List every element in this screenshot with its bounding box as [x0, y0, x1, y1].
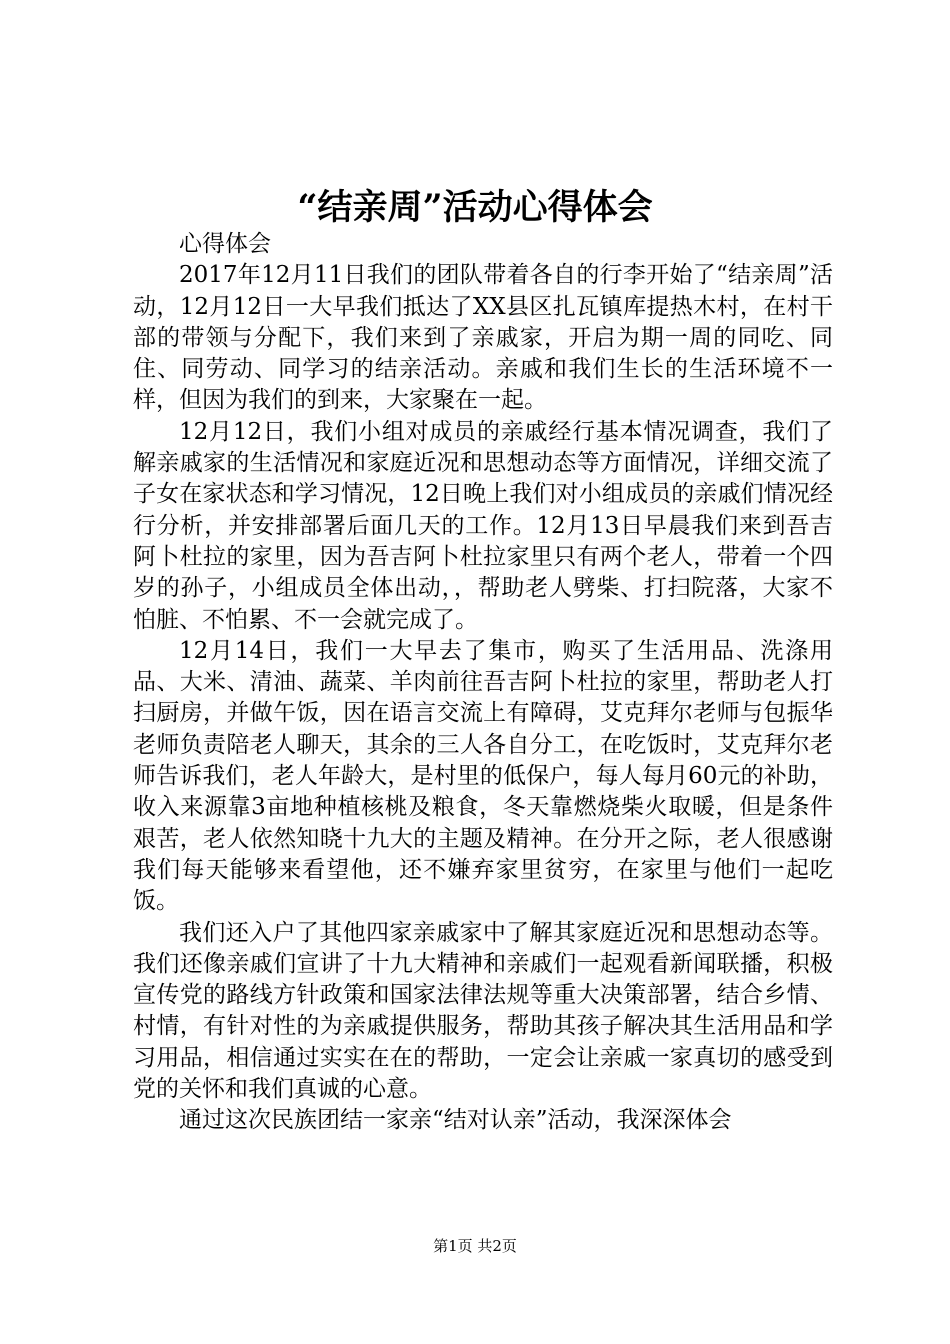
paragraph-5: 通过这次民族团结一家亲“结对认亲”活动，我深深体会	[179, 1107, 732, 1134]
document-body	[133, 229, 833, 1137]
paragraph-2: 12月12日，我们小组对成员的亲戚经行基本情况调查，我们了解亲戚家的生活情况和家庭近况和思想动态等方面情况，详细交流了子女在家状态和学习情况，12日晚上我们对小组成员的亲戚们情况经行分析，并安排部署后面几天的工作。12月13日早晨我们来到吾吉阿卜杜拉的家里，因为吾吉阿卜杜拉家里只有两个老人，带着一个四岁的孙子，小组成员全体出动，，帮助老人劈柴、打扫院落，大家不怕脏、不怕累、不一会就完成了。	[133, 418, 833, 633]
paragraph-4: 我们还入户了其他四家亲戚家中了解其家庭近况和思想动态等。我们还像亲戚们宣讲了十九大精神和亲戚们一起观看新闻联播，积极宣传党的路线方针政策和国家法律法规等重大决策部署，结合乡情、村情，有针对性的为亲戚提供服务，帮助其孩子解决其生活用品和学习用品，相信通过实实在在的帮助，一定会让亲戚一家真切的感受到党的关怀和我们真诚的心意。	[133, 919, 833, 1103]
page-footer: 第1页 共2页	[433, 1237, 517, 1255]
paragraph-heading: 心得体会	[179, 231, 271, 257]
paragraph-3: 12月14日，我们一大早去了集市，购买了生活用品、洗涤用品、大米、清油、蔬菜、羊肉前往吾吉阿卜杜拉的家里，帮助老人打扫厨房，并做午饭，因在语言交流上有障碍，艾克拜尔老师与包振华老师负责陪老人聊天，其余的三人各自分工，在吃饭时，艾克拜尔老师告诉我们，老人年龄大，是村里的低保户，每人每月60元的补助，收入来源靠3亩地种植核桃及粮食，冬天靠燃烧柴火取暖，但是条件艰苦，老人依然知晓十九大的主题及精神。在分开之际，老人很感谢我们每天能够来看望他，还不嫌弃家里贫穷，在家里与他们一起吃饭。	[133, 637, 833, 915]
paragraph-1: 2017年12月11日我们的团队带着各自的行李开始了“结亲周”活动，12月12日一大早我们抵达了XX县区扎瓦镇库提热木村，在村干部的带领与分配下，我们来到了亲戚家，开启为期一周的同吃、同住、同劳动、同学习的结亲活动。亲戚和我们生长的生活环境不一样，但因为我们的到来，大家聚在一起。	[133, 262, 833, 414]
document-title: “结亲周”活动心得体会	[297, 187, 653, 228]
